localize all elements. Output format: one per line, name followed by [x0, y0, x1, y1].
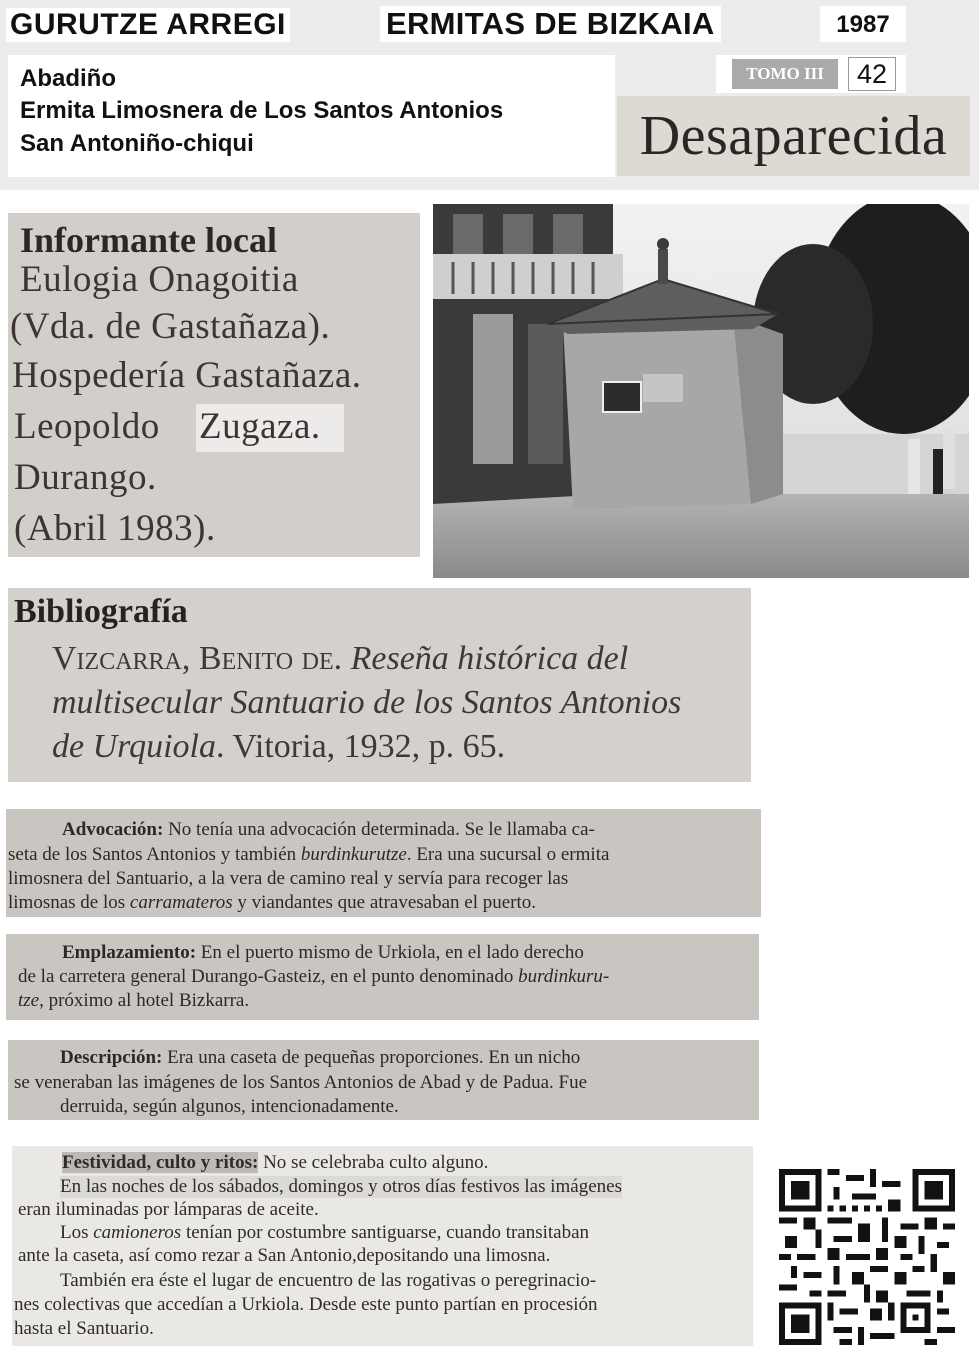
- series-title: ERMITAS DE BIZKAIA: [380, 6, 721, 42]
- informant-line: (Vda. de Gastañaza).: [10, 306, 331, 347]
- section-text: En el puerto mismo de Urkiola, en el lado derecho: [200, 942, 584, 963]
- qr-code-icon[interactable]: [779, 1169, 955, 1345]
- advocacion-line: [62, 818, 595, 841]
- section-text: camioneros: [93, 1222, 182, 1243]
- advocacion-line: limosnera del Santuario, a la vera de camino real y servía para recoger las: [8, 868, 569, 889]
- section-text: burdinkuru-: [518, 966, 610, 987]
- volume-label: TOMO III: [732, 59, 838, 89]
- bib-title: de Urquiola: [52, 728, 217, 765]
- location-town: Abadiño: [20, 65, 116, 92]
- emplazamiento-line: [18, 989, 249, 1012]
- section-text: limosnas de los: [8, 892, 130, 913]
- status-label: Desaparecida: [617, 96, 970, 176]
- bibliography-heading: Bibliografía: [14, 593, 188, 630]
- section-label: Festividad, culto y ritos:: [62, 1152, 259, 1173]
- festividad-line: eran iluminadas por lámparas de aceite.: [18, 1199, 319, 1220]
- volume-page-number: 42: [848, 57, 896, 91]
- informant-line: Eulogia Onagoitia: [20, 259, 299, 300]
- section-label: Emplazamiento:: [62, 942, 197, 963]
- section-text: tenían por costumbre santiguarse, cuando transitaban: [181, 1222, 590, 1243]
- informant-line: Zugaza.: [199, 406, 321, 447]
- festividad-line: En las noches de los sábados, domingos y otros días festivos las imágenes: [60, 1176, 623, 1197]
- informant-heading: Informante local: [20, 220, 277, 260]
- section-text: burdinkurutze: [300, 844, 407, 865]
- section-text: No tenía una advocación determinada. Se le llamaba ca-: [168, 819, 595, 840]
- festividad-line: hasta el Santuario.: [14, 1318, 154, 1339]
- publication-year: 1987: [820, 6, 906, 42]
- section-text: carramateros: [129, 892, 233, 913]
- section-text: y viandantes que atravesaban el puerto.: [232, 892, 537, 913]
- bib-title: Reseña histórica del: [350, 640, 629, 677]
- descripcion-line: derruida, según algunos, intencionadamente.: [60, 1096, 399, 1117]
- emplazamiento-line: [62, 941, 584, 964]
- section-label: Advocación:: [62, 819, 164, 840]
- emplazamiento-line: [18, 965, 609, 988]
- festividad-line: También era éste el lugar de encuentro de las rogativas o peregrinacio-: [60, 1270, 597, 1291]
- section-text: tze: [18, 990, 40, 1011]
- section-text: de la carretera general Durango-Gasteiz, en el punto denominado: [18, 966, 519, 987]
- festividad-line: [62, 1152, 488, 1174]
- festividad-line: [60, 1222, 589, 1244]
- informant-line: (Abril 1983).: [14, 508, 216, 549]
- descripcion-line: se veneraban las imágenes de los Santos Antonios de Abad y de Padua. Fue: [14, 1072, 588, 1093]
- location-box: [8, 55, 615, 177]
- section-text: No se celebraba culto alguno.: [263, 1152, 489, 1173]
- location-alias: San Antoniño-chiqui: [20, 130, 254, 157]
- festividad-line: ante la caseta, así como rezar a San Antonio,depositando una limosna.: [18, 1245, 551, 1266]
- bib-author: Vizcarra, Benito de.: [52, 640, 343, 677]
- bib-title: multisecular Santuario de los Santos Antonios: [52, 684, 682, 721]
- section-text: seta de los Santos Antonios y también: [8, 844, 301, 865]
- bibliography-line: [52, 728, 505, 766]
- descripcion-line: [60, 1046, 580, 1069]
- author-name: GURUTZE ARREGI: [6, 8, 290, 42]
- location-hermitage: Ermita Limosnera de Los Santos Antonios: [20, 97, 504, 124]
- festividad-line: nes colectivas que accedían a Urkiola. Desde este punto partían en procesión: [14, 1294, 598, 1315]
- section-text: Los: [60, 1222, 94, 1243]
- advocacion-line: [8, 843, 609, 866]
- informant-line: Durango.: [14, 457, 157, 498]
- section-label: Descripción:: [60, 1047, 163, 1068]
- informant-line: Leopoldo: [14, 406, 160, 447]
- hermitage-photo: [433, 204, 969, 578]
- section-text: , próximo al hotel Bizkarra.: [39, 990, 250, 1011]
- bibliography-line: [52, 640, 628, 678]
- section-text: . Era una sucursal o ermita: [406, 844, 610, 865]
- advocacion-line: [8, 891, 536, 914]
- informant-line: Hospedería Gastañaza.: [12, 355, 362, 396]
- bib-imprint: . Vitoria, 1932, p. 65.: [216, 728, 506, 765]
- section-text: Era una caseta de pequeñas proporciones. En un nicho: [167, 1047, 581, 1068]
